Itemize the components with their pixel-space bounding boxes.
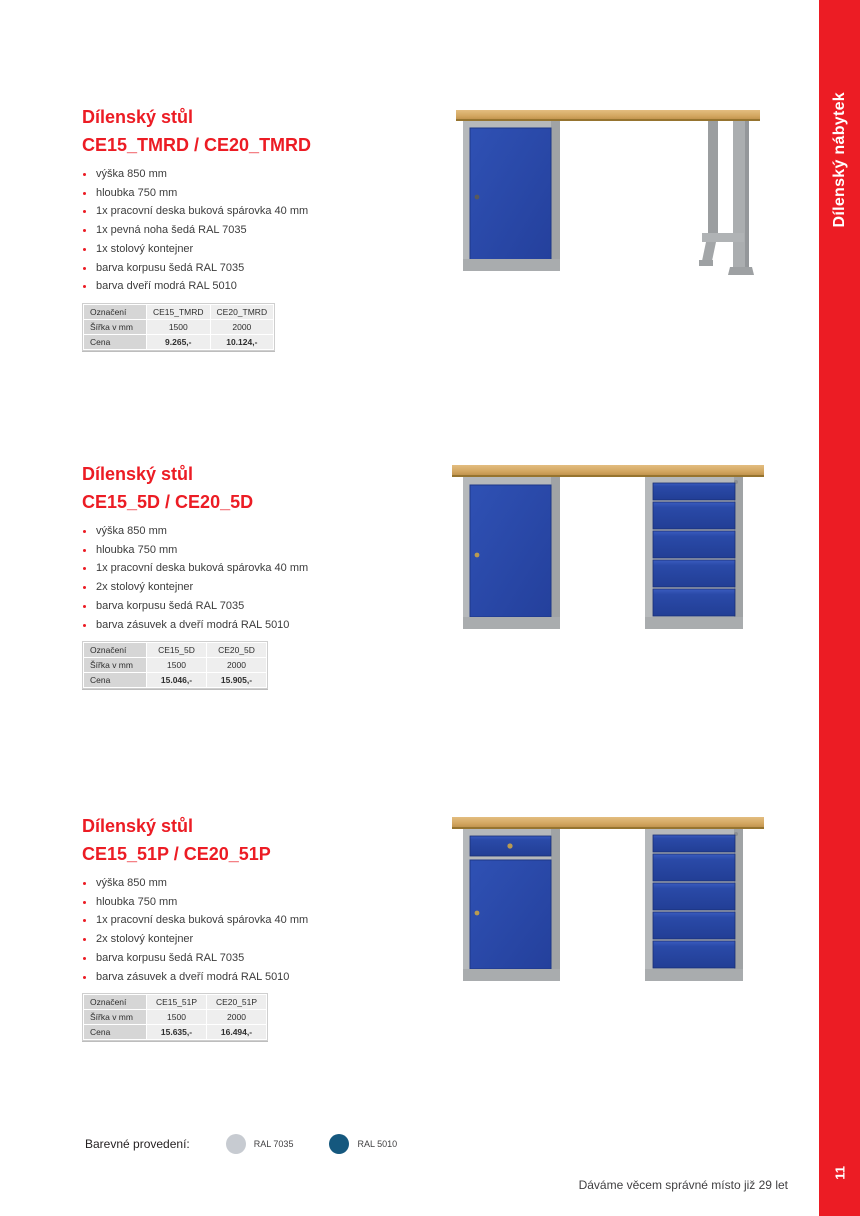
table-row xyxy=(84,320,273,334)
table-cell: 1500 xyxy=(147,658,206,672)
spec-text: barva zásuvek a dveří modrá RAL 5010 xyxy=(96,618,290,631)
table-cell: 15.635,- xyxy=(147,1025,206,1039)
table-row xyxy=(84,305,273,319)
product-image-workbench-door-leg xyxy=(450,103,770,298)
table-cell: Šířka v mm xyxy=(84,1010,146,1024)
table-row xyxy=(84,658,266,672)
spec-text: 2x stolový kontejner xyxy=(96,933,194,946)
product-code: CE15_51P / CE20_51P xyxy=(82,844,271,864)
bullet-dot xyxy=(83,901,86,904)
bullet-dot xyxy=(83,976,86,979)
product-image-workbench-drawer-door-drawers xyxy=(450,812,770,1007)
bullet-dot xyxy=(83,567,86,570)
spec-text: 1x stolový kontejner xyxy=(96,242,194,255)
bullet-dot xyxy=(83,938,86,941)
legend-label: Barevné provedení: xyxy=(85,1137,190,1151)
table-row xyxy=(84,335,273,349)
spec-text: hloubka 750 mm xyxy=(96,543,178,556)
spec-text: 1x pevná noha šedá RAL 7035 xyxy=(96,224,247,237)
table-row xyxy=(84,673,266,687)
table-cell: 15.046,- xyxy=(147,673,206,687)
bullet-dot xyxy=(83,530,86,533)
side-band-category-label: Dílenský nábytek xyxy=(830,92,848,228)
bullet-dot xyxy=(83,210,86,213)
table-cell: 10.124,- xyxy=(211,335,274,349)
table-cell: 1500 xyxy=(147,1010,206,1024)
table-row xyxy=(84,995,266,1009)
product-image-workbench-door-drawers xyxy=(450,460,770,655)
side-band xyxy=(819,0,860,1216)
product-title-line1: Dílenský stůl xyxy=(82,107,194,127)
swatch-label: RAL 7035 xyxy=(253,1139,294,1149)
table-cell: 2000 xyxy=(211,320,274,334)
product-section-ce15-51p xyxy=(82,812,812,1041)
spec-text: výška 850 mm xyxy=(96,168,167,180)
table-cell: Označení xyxy=(84,643,146,657)
product-section-ce15-tmrd xyxy=(82,103,812,351)
spec-text: 2x stolový kontejner xyxy=(96,581,194,594)
bullet-dot xyxy=(83,549,86,552)
table-cell: Šířka v mm xyxy=(84,658,146,672)
bullet-dot xyxy=(83,192,86,195)
table-cell: 2000 xyxy=(207,1010,266,1024)
table-cell: CE20_TMRD xyxy=(211,305,274,319)
table-cell: Cena xyxy=(84,1025,146,1039)
bullet-dot xyxy=(83,919,86,922)
bullet-dot xyxy=(83,267,86,270)
swatch-ral-7035 xyxy=(226,1134,246,1154)
bullet-dot xyxy=(83,605,86,608)
bullet-dot xyxy=(83,248,86,251)
product-code: CE15_5D / CE20_5D xyxy=(82,492,254,512)
spec-text: 1x pracovní deska buková spárovka 40 mm xyxy=(96,205,309,218)
table-cell: 1500 xyxy=(147,320,210,334)
spec-text: barva zásuvek a dveří modrá RAL 5010 xyxy=(96,970,290,983)
product-code: CE15_TMRD / CE20_TMRD xyxy=(82,135,312,155)
table-cell: CE15_51P xyxy=(147,995,206,1009)
price-table xyxy=(82,641,268,689)
spec-text: barva korpusu šedá RAL 7035 xyxy=(96,951,245,964)
bullet-dot xyxy=(83,173,86,176)
spec-text: 1x pracovní deska buková spárovka 40 mm xyxy=(96,914,309,927)
price-table xyxy=(82,303,275,351)
table-cell: Označení xyxy=(84,995,146,1009)
table-row xyxy=(84,643,266,657)
bullet-dot xyxy=(83,882,86,885)
spec-text: hloubka 750 mm xyxy=(96,895,178,908)
table-cell: CE20_51P xyxy=(207,995,266,1009)
spec-text: 1x pracovní deska buková spárovka 40 mm xyxy=(96,562,309,575)
bullet-dot xyxy=(83,285,86,288)
page-number: 11 xyxy=(832,1166,847,1180)
product-title-line1: Dílenský stůl xyxy=(82,816,194,836)
color-legend xyxy=(85,1134,397,1154)
table-cell: Cena xyxy=(84,335,146,349)
table-cell: 15.905,- xyxy=(207,673,266,687)
swatch-label: RAL 5010 xyxy=(357,1139,398,1149)
table-cell: Šířka v mm xyxy=(84,320,146,334)
table-row xyxy=(84,1010,266,1024)
swatch-ral-5010 xyxy=(329,1134,349,1154)
table-cell: CE15_TMRD xyxy=(147,305,210,319)
price-table xyxy=(82,993,268,1041)
spec-text: barva korpusu šedá RAL 7035 xyxy=(96,599,245,612)
bullet-dot xyxy=(83,957,86,960)
table-cell: 16.494,- xyxy=(207,1025,266,1039)
table-cell: CE20_5D xyxy=(207,643,266,657)
footer-slogan: Dáváme věcem správné místo již 29 let xyxy=(578,1178,788,1192)
table-cell: Cena xyxy=(84,673,146,687)
table-cell: CE15_5D xyxy=(147,643,206,657)
spec-text: výška 850 mm xyxy=(96,525,167,537)
table-row xyxy=(84,1025,266,1039)
spec-text: barva dveří modrá RAL 5010 xyxy=(96,280,237,293)
product-section-ce15-5d xyxy=(82,460,812,689)
table-cell: Označení xyxy=(84,305,146,319)
bullet-dot xyxy=(83,229,86,232)
bullet-dot xyxy=(83,624,86,627)
table-cell: 9.265,- xyxy=(147,335,210,349)
table-cell: 2000 xyxy=(207,658,266,672)
bullet-dot xyxy=(83,586,86,589)
spec-text: hloubka 750 mm xyxy=(96,186,178,199)
spec-text: barva korpusu šedá RAL 7035 xyxy=(96,261,245,274)
spec-text: výška 850 mm xyxy=(96,877,167,889)
product-title-line1: Dílenský stůl xyxy=(82,464,194,484)
